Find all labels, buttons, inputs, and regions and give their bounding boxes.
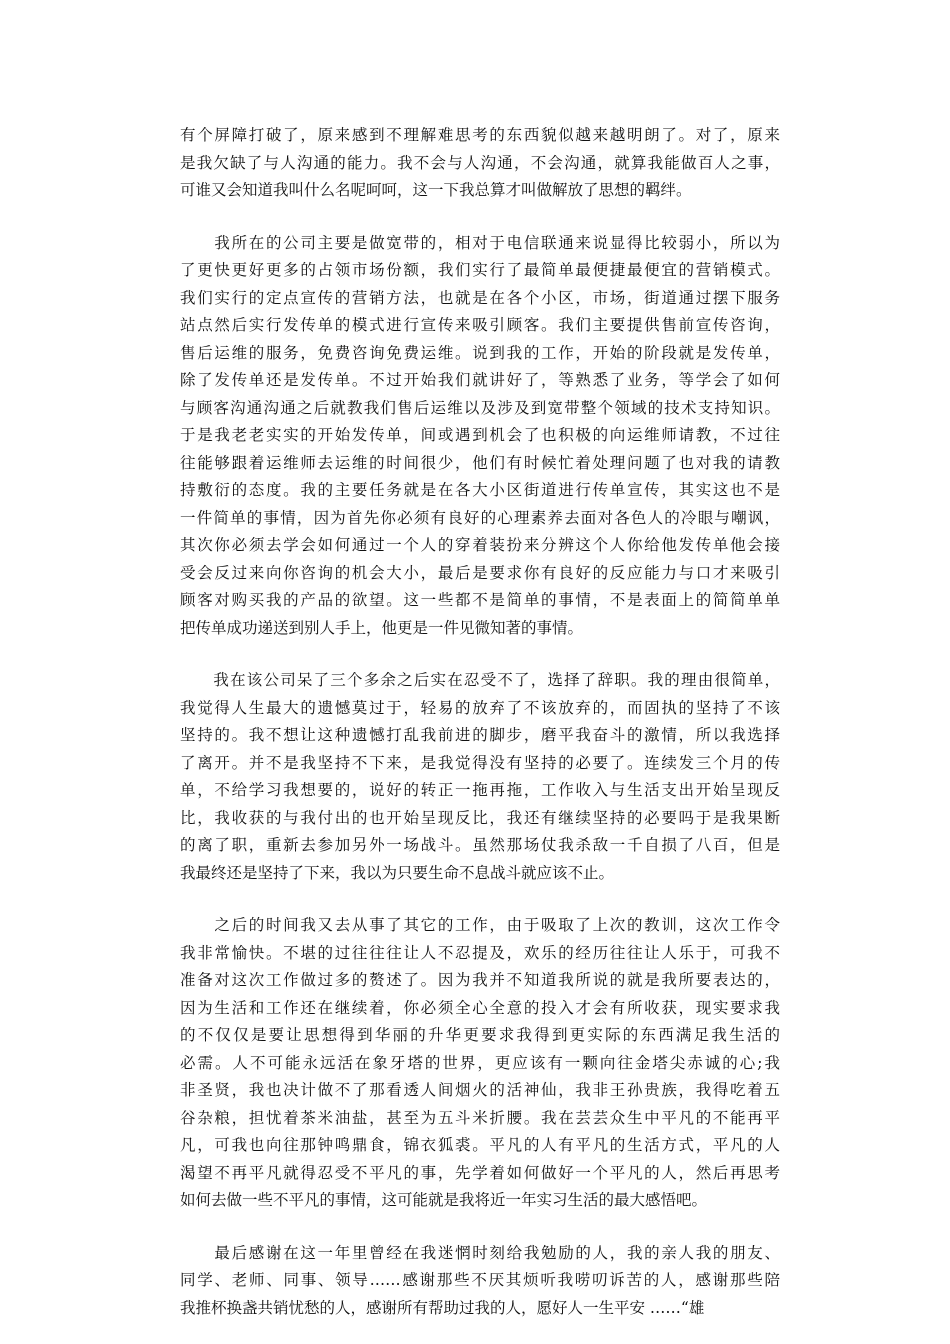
paragraph-gap bbox=[180, 1215, 780, 1240]
document-body bbox=[180, 122, 780, 1322]
text-line: 我们实行的定点宣传的营销方法，也就是在各个小区，市场，街道通过摆下服务 bbox=[180, 288, 780, 307]
text-line: 单，不给学习我想要的，说好的转正一拖再拖，工作收入与生活支出开始呈现反 bbox=[180, 781, 780, 799]
text-line: 我在该公司呆了三个多余之后实在忍受不了，选择了辞职。我的理由很简单， bbox=[180, 671, 780, 689]
text-line: 站点然后实行发传单的模式进行宣传来吸引顾客。我们主要提供售前宣传咨询， bbox=[180, 316, 780, 334]
text-line: 一件简单的事情，因为首先你必须有良好的心理素养去面对各色人的冷眼与嘲讽， bbox=[180, 508, 780, 527]
text-line: 持敷衍的态度。我的主要任务就是在各大小区街道进行传单宣传，其实这也不是 bbox=[180, 481, 780, 499]
text-line: 与顾客沟通沟通之后就教我们售后运维以及涉及到宽带整个领域的技术支持知识。 bbox=[180, 398, 780, 417]
text-line: 准备对这次工作做过多的赘述了。因为我并不知道我所说的就是我所要表达的， bbox=[180, 971, 780, 989]
text-line: 我推杯换盏共销忧愁的人，感谢所有帮助过我的人，愿好人一生平安 ……“雄 bbox=[180, 1298, 705, 1317]
text-line: 售后运维的服务，免费咨询免费运维。说到我的工作，开始的阶段就是发传单， bbox=[180, 343, 780, 362]
text-line: 最后感谢在这一年里曾经在我迷惘时刻给我勉励的人，我的亲人我的朋友、 bbox=[180, 1243, 780, 1262]
text-line: 如何去做一些不平凡的事情，这可能就是我将近一年实习生活的最大感悟吧。 bbox=[180, 1191, 708, 1209]
text-line: 了离开。并不是我坚持不下来，是我觉得没有坚持的必要了。连续发三个月的传 bbox=[180, 753, 780, 772]
text-line: 受会反过来向你咨询的机会大小，最后是要求你有良好的反应能力与口才来吸引 bbox=[180, 563, 780, 582]
text-line: 的不仅仅是要让思想得到华丽的升华更要求我得到更实际的东西满足我生活的 bbox=[180, 1026, 780, 1044]
text-line: 必需。人不可能永远活在象牙塔的世界，更应该有一颗向往金塔尖赤诚的心;我 bbox=[180, 1053, 780, 1072]
paragraph-gap bbox=[180, 642, 780, 667]
text-line: 凡，可我也向往那钟鸣鼎食，锦衣狐裘。平凡的人有平凡的生活方式，平凡的人 bbox=[180, 1136, 780, 1154]
text-line: 的离了职，重新去参加另外一场战斗。虽然那场仗我杀敌一千自损了八百，但是 bbox=[180, 836, 780, 854]
text-line: 可谁又会知道我叫什么名呢呵呵，这一下我总算才叫做解放了思想的羁绊。 bbox=[180, 181, 692, 199]
text-line: 我最终还是坚持了下来，我以为只要生命不息战斗就应该不止。 bbox=[180, 863, 615, 882]
text-line: 有个屏障打破了，原来感到不理解难思考的东西貌似越来越明朗了。对了，原来 bbox=[180, 126, 780, 144]
text-line: 渴望不再平凡就得忍受不平凡的事，先学着如何做好一个平凡的人，然后再思考 bbox=[180, 1163, 780, 1182]
text-line: 之后的时间我又去从事了其它的工作，由于吸取了上次的教训，这次工作令 bbox=[180, 916, 780, 934]
paragraph bbox=[180, 667, 780, 887]
text-line: 除了发传单还是发传单。不过开始我们就讲好了，等熟悉了业务，等学会了如何 bbox=[180, 371, 780, 389]
text-line: 了更快更好更多的占领市场份额，我们实行了最简单最便捷最便宜的营销模式。 bbox=[180, 261, 780, 279]
paragraph bbox=[180, 1240, 780, 1323]
text-line: 比，我收获的与我付出的也开始呈现反比，我还有继续坚持的必要吗于是我果断 bbox=[180, 808, 780, 827]
text-line: 我觉得人生最大的遗憾莫过于，轻易的放弃了不该放弃的，而固执的坚持了不该 bbox=[180, 698, 780, 717]
text-line: 把传单成功递送到别人手上，他更是一件见微知著的事情。 bbox=[180, 618, 584, 637]
text-line: 非圣贤，我也决计做不了那看透人间烟火的活神仙，我非王孙贵族，我得吃着五 bbox=[180, 1081, 780, 1099]
text-line: 我非常愉快。不堪的过往往往让人不忍提及，欢乐的经历往往让人乐于，可我不 bbox=[180, 943, 780, 962]
text-line: 因为生活和工作还在继续着，你必须全心全意的投入才会有所收获，现实要求我 bbox=[180, 998, 780, 1017]
paragraph-gap bbox=[180, 205, 780, 230]
paragraph bbox=[180, 230, 780, 643]
text-line: 我所在的公司主要是做宽带的，相对于电信联通来说显得比较弱小，所以为 bbox=[180, 233, 780, 252]
paragraph bbox=[180, 122, 780, 205]
text-line: 其次你必须去学会如何通过一个人的穿着装扮来分辨这个人你给他发传单他会接 bbox=[180, 536, 780, 554]
text-line: 坚持的。我不想让这种遗憾打乱我前进的脚步，磨平我奋斗的激情，所以我选择 bbox=[180, 726, 780, 744]
text-line: 同学、老师、同事、领导……感谢那些不厌其烦听我唠叨诉苦的人，感谢那些陪 bbox=[180, 1271, 780, 1289]
text-line: 往能够跟着运维师去运维的时间很少，他们有时候忙着处理问题了也对我的请教 bbox=[180, 453, 780, 472]
paragraph-gap bbox=[180, 887, 780, 912]
paragraph bbox=[180, 912, 780, 1215]
text-line: 顾客对购买我的产品的欲望。这一些都不是简单的事情，不是表面上的简简单单 bbox=[180, 591, 780, 609]
text-line: 谷杂粮，担忧着茶米油盐，甚至为五斗米折腰。我在芸芸众生中平凡的不能再平 bbox=[180, 1108, 780, 1127]
text-line: 于是我老老实实的开始发传单，间或遇到机会了也积极的向运维师请教，不过往 bbox=[180, 426, 780, 444]
text-line: 是我欠缺了与人沟通的能力。我不会与人沟通，不会沟通，就算我能做百人之事， bbox=[180, 153, 780, 172]
